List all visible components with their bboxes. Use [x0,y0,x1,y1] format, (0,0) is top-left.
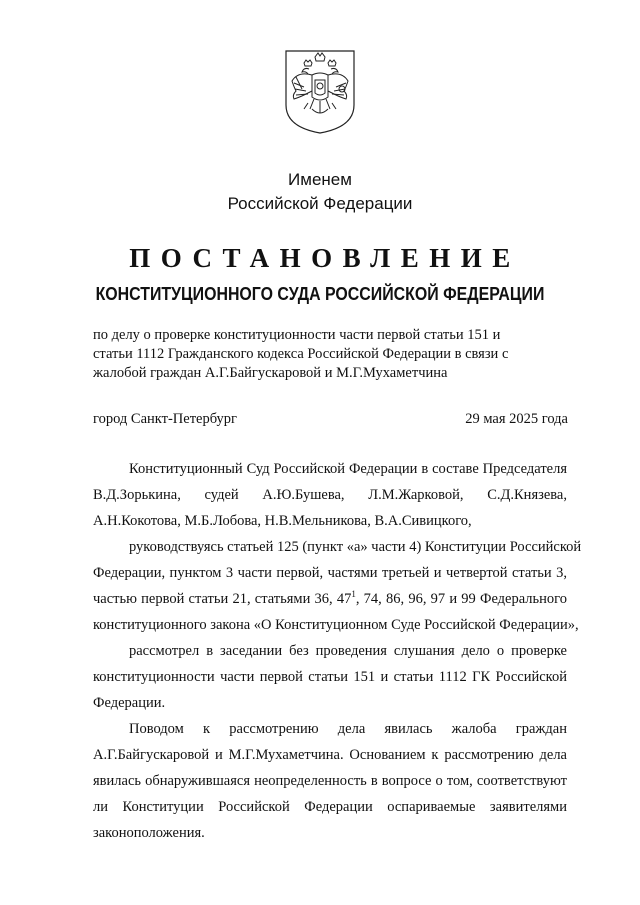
date: 29 мая 2025 года [465,411,568,427]
body-line: Конституционный Суд Российской Федерации в составе Председателя [129,461,567,477]
body-line: руководствуясь статьей 125 (пункт «а» части 4) Конституции Российской [129,539,582,555]
body-line: явилась обнаружившаяся неопределенность в вопросе о том, соответствуют [93,773,567,789]
case-line: жалобой граждан А.Г.Байгускаровой и М.Г.Мухаметчина [93,365,448,381]
body-line: Федерации. [93,695,166,711]
city: город Санкт-Петербург [93,411,238,427]
body-line: А.Н.Кокотова, М.Б.Лобова, Н.В.Мельникова, В.А.Сивицкого, [93,513,472,529]
body-line-part: частью первой статьи 21, статьями 36, $47^1$, 74, 86, 96, 97 и 99 Федерального [93,589,568,607]
body-line: конституционности части первой статьи 151 и статьи 1112 ГК Российской [93,669,567,685]
case-line: статьи 1112 Гражданского кодекса Российской Федерации в связи с [93,346,509,362]
court-name-subtitle: КОНСТИТУЦИОННОГО СУДА РОССИЙСКОЙ ФЕДЕРАЦИИ [95,283,545,304]
body-line: Федерации, пунктом 3 части первой, частями третьей и четвертой статьи 3, [93,565,567,581]
body-line [93,589,567,609]
body-line: А.Г.Байгускаровой и М.Г.Мухаметчина. Основанием к рассмотрению дела [93,747,567,763]
in-the-name-of: Именем [288,170,352,189]
coat-of-arms-emblem [282,47,358,135]
russian-federation-line: Российской Федерации [227,194,413,213]
body-line: законоположения. [93,825,205,841]
case-description [93,326,563,383]
case-line: по делу о проверке конституционности части первой статьи 151 и [93,327,501,343]
body-line: ли Конституции Российской Федерации оспариваемые заявителями [93,799,567,815]
double-headed-eagle-icon [282,47,358,135]
document-title: ПОСТАНОВЛЕНИЕ [129,243,521,273]
body-line: конституционного закона «О Конституционном Суде Российской Федерации», [93,617,579,633]
footnote-superscript: 1 [351,589,356,600]
body-line: Поводом к рассмотрению дела явилась жалоба граждан [129,721,567,737]
body-line: рассмотрел в заседании без проведения слушания дело о проверке [129,643,567,659]
body-line: В.Д.Зорькина, судей А.Ю.Бушева, Л.М.Жарковой, С.Д.Князева, [93,487,567,503]
